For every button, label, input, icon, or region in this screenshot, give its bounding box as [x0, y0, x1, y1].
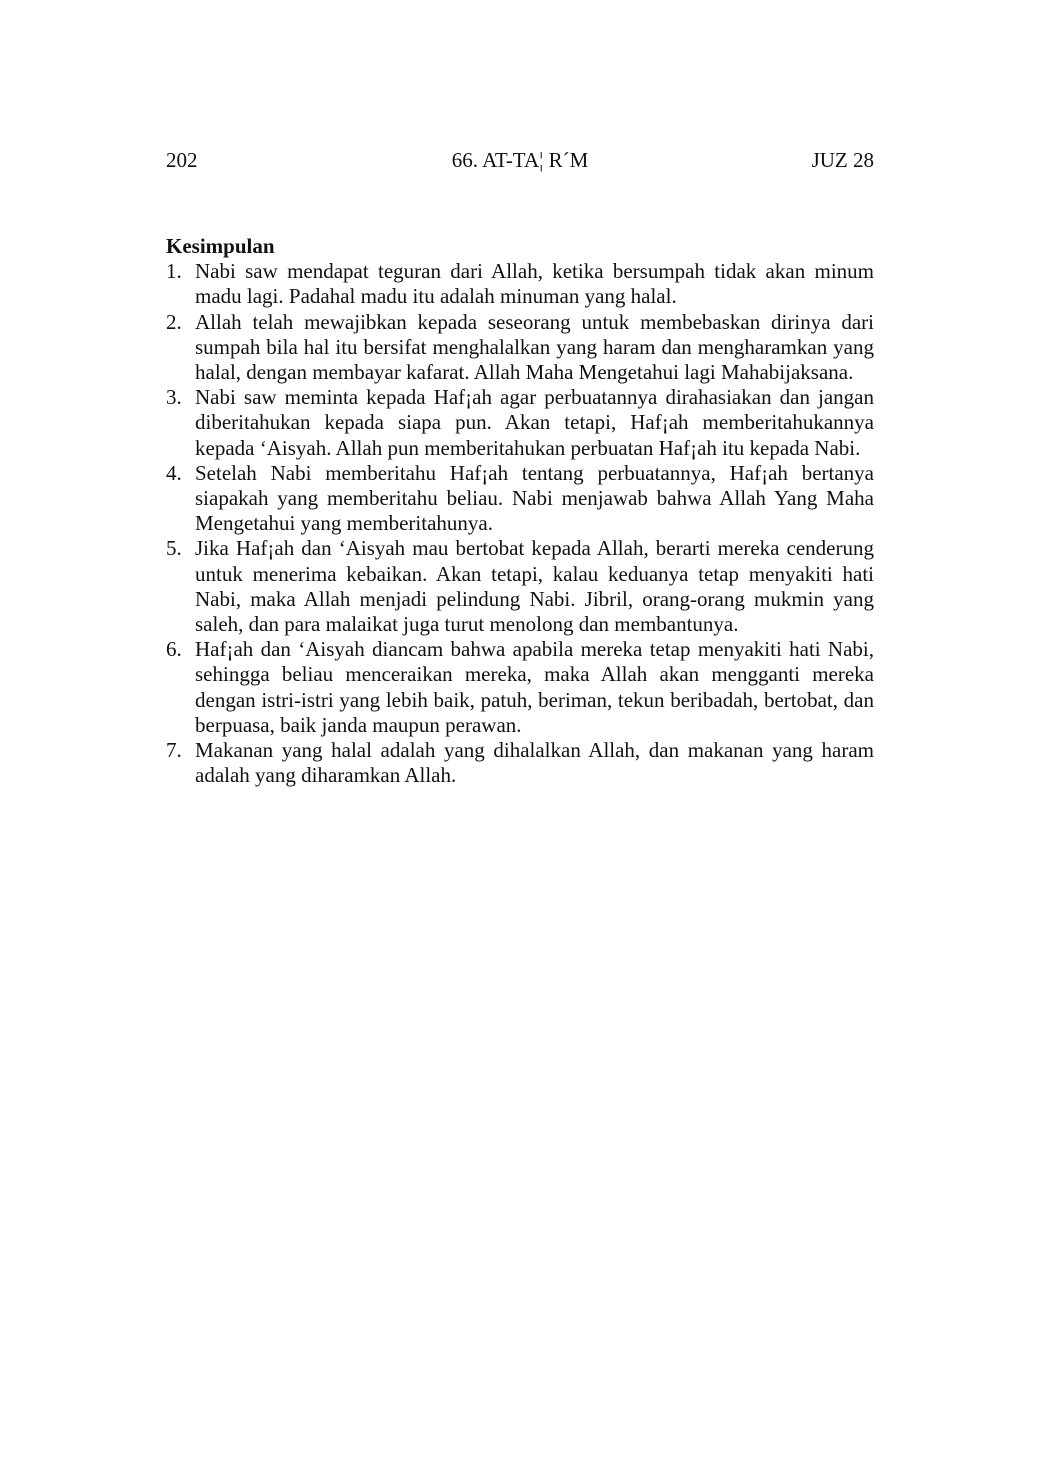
item-number: 2.: [166, 309, 182, 334]
item-text: Allah telah mewajibkan kepada seseorang untuk membebaskan dirinya dari sumpah bila hal itu bersifat menghalalkan yang haram dan mengharamkan yang halal, dengan membayar kafarat. Allah Maha Mengetahui lagi Mahabijaksana.: [195, 309, 874, 385]
surah-title: 66. AT-TA¦ R´M: [451, 148, 589, 172]
juz-label: JUZ 28: [811, 148, 874, 172]
item-text: Haf¡ah dan ‘Aisyah diancam bahwa apabila mereka tetap menyakiti hati Nabi, sehingga beliau menceraikan mereka, maka Allah akan mengganti mereka dengan istri-istri yang lebih baik, patuh, beriman, tekun beribadah, bertobat, dan berpuasa, baik janda maupun perawan.: [195, 637, 874, 737]
item-number: 1.: [166, 259, 182, 284]
conclusion-section: [166, 234, 874, 788]
conclusion-list: [166, 259, 874, 788]
item-text: Nabi saw mendapat teguran dari Allah, ketika bersumpah tidak akan minum madu lagi. Padahal madu itu adalah minuman yang halal.: [195, 259, 874, 309]
page-number: 202: [166, 148, 198, 172]
item-number: 7.: [166, 738, 182, 763]
list-item: [166, 738, 874, 788]
list-item: [166, 259, 874, 309]
list-item: [166, 461, 874, 537]
list-item: [166, 310, 874, 386]
item-number: 6.: [166, 637, 182, 662]
item-number: 4.: [166, 460, 182, 485]
item-text: Setelah Nabi memberitahu Haf¡ah tentang perbuatannya, Haf¡ah bertanya siapakah yang memberitahu beliau. Nabi menjawab bahwa Allah Yang Maha Mengetahui yang memberitahunya.: [195, 460, 874, 536]
list-item: [166, 385, 874, 461]
item-number: 5.: [166, 536, 182, 561]
item-text: Jika Haf¡ah dan ‘Aisyah mau bertobat kepada Allah, berarti mereka cenderung untuk menerima kebaikan. Akan tetapi, kalau keduanya tetap menyakiti hati Nabi, maka Allah menjadi pelindung Nabi. Jibril, orang-orang mukmin yang saleh, dan para malaikat juga turut menolong dan membantunya.: [195, 536, 874, 637]
list-item: [166, 536, 874, 637]
page-header: [166, 146, 874, 174]
section-title: Kesimpulan: [166, 234, 275, 258]
item-number: 3.: [166, 385, 182, 410]
item-text: Nabi saw meminta kepada Haf¡ah agar perbuatannya dirahasiakan dan jangan diberitahukan kepada siapa pun. Akan tetapi, Haf¡ah memberitahukannya kepada ‘Aisyah. Allah pun memberitahukan perbuatan Haf¡ah itu kepada Nabi.: [195, 385, 874, 460]
item-text: Makanan yang halal adalah yang dihalalkan Allah, dan makanan yang haram adalah yang diharamkan Allah.: [195, 738, 874, 788]
list-item: [166, 637, 874, 738]
